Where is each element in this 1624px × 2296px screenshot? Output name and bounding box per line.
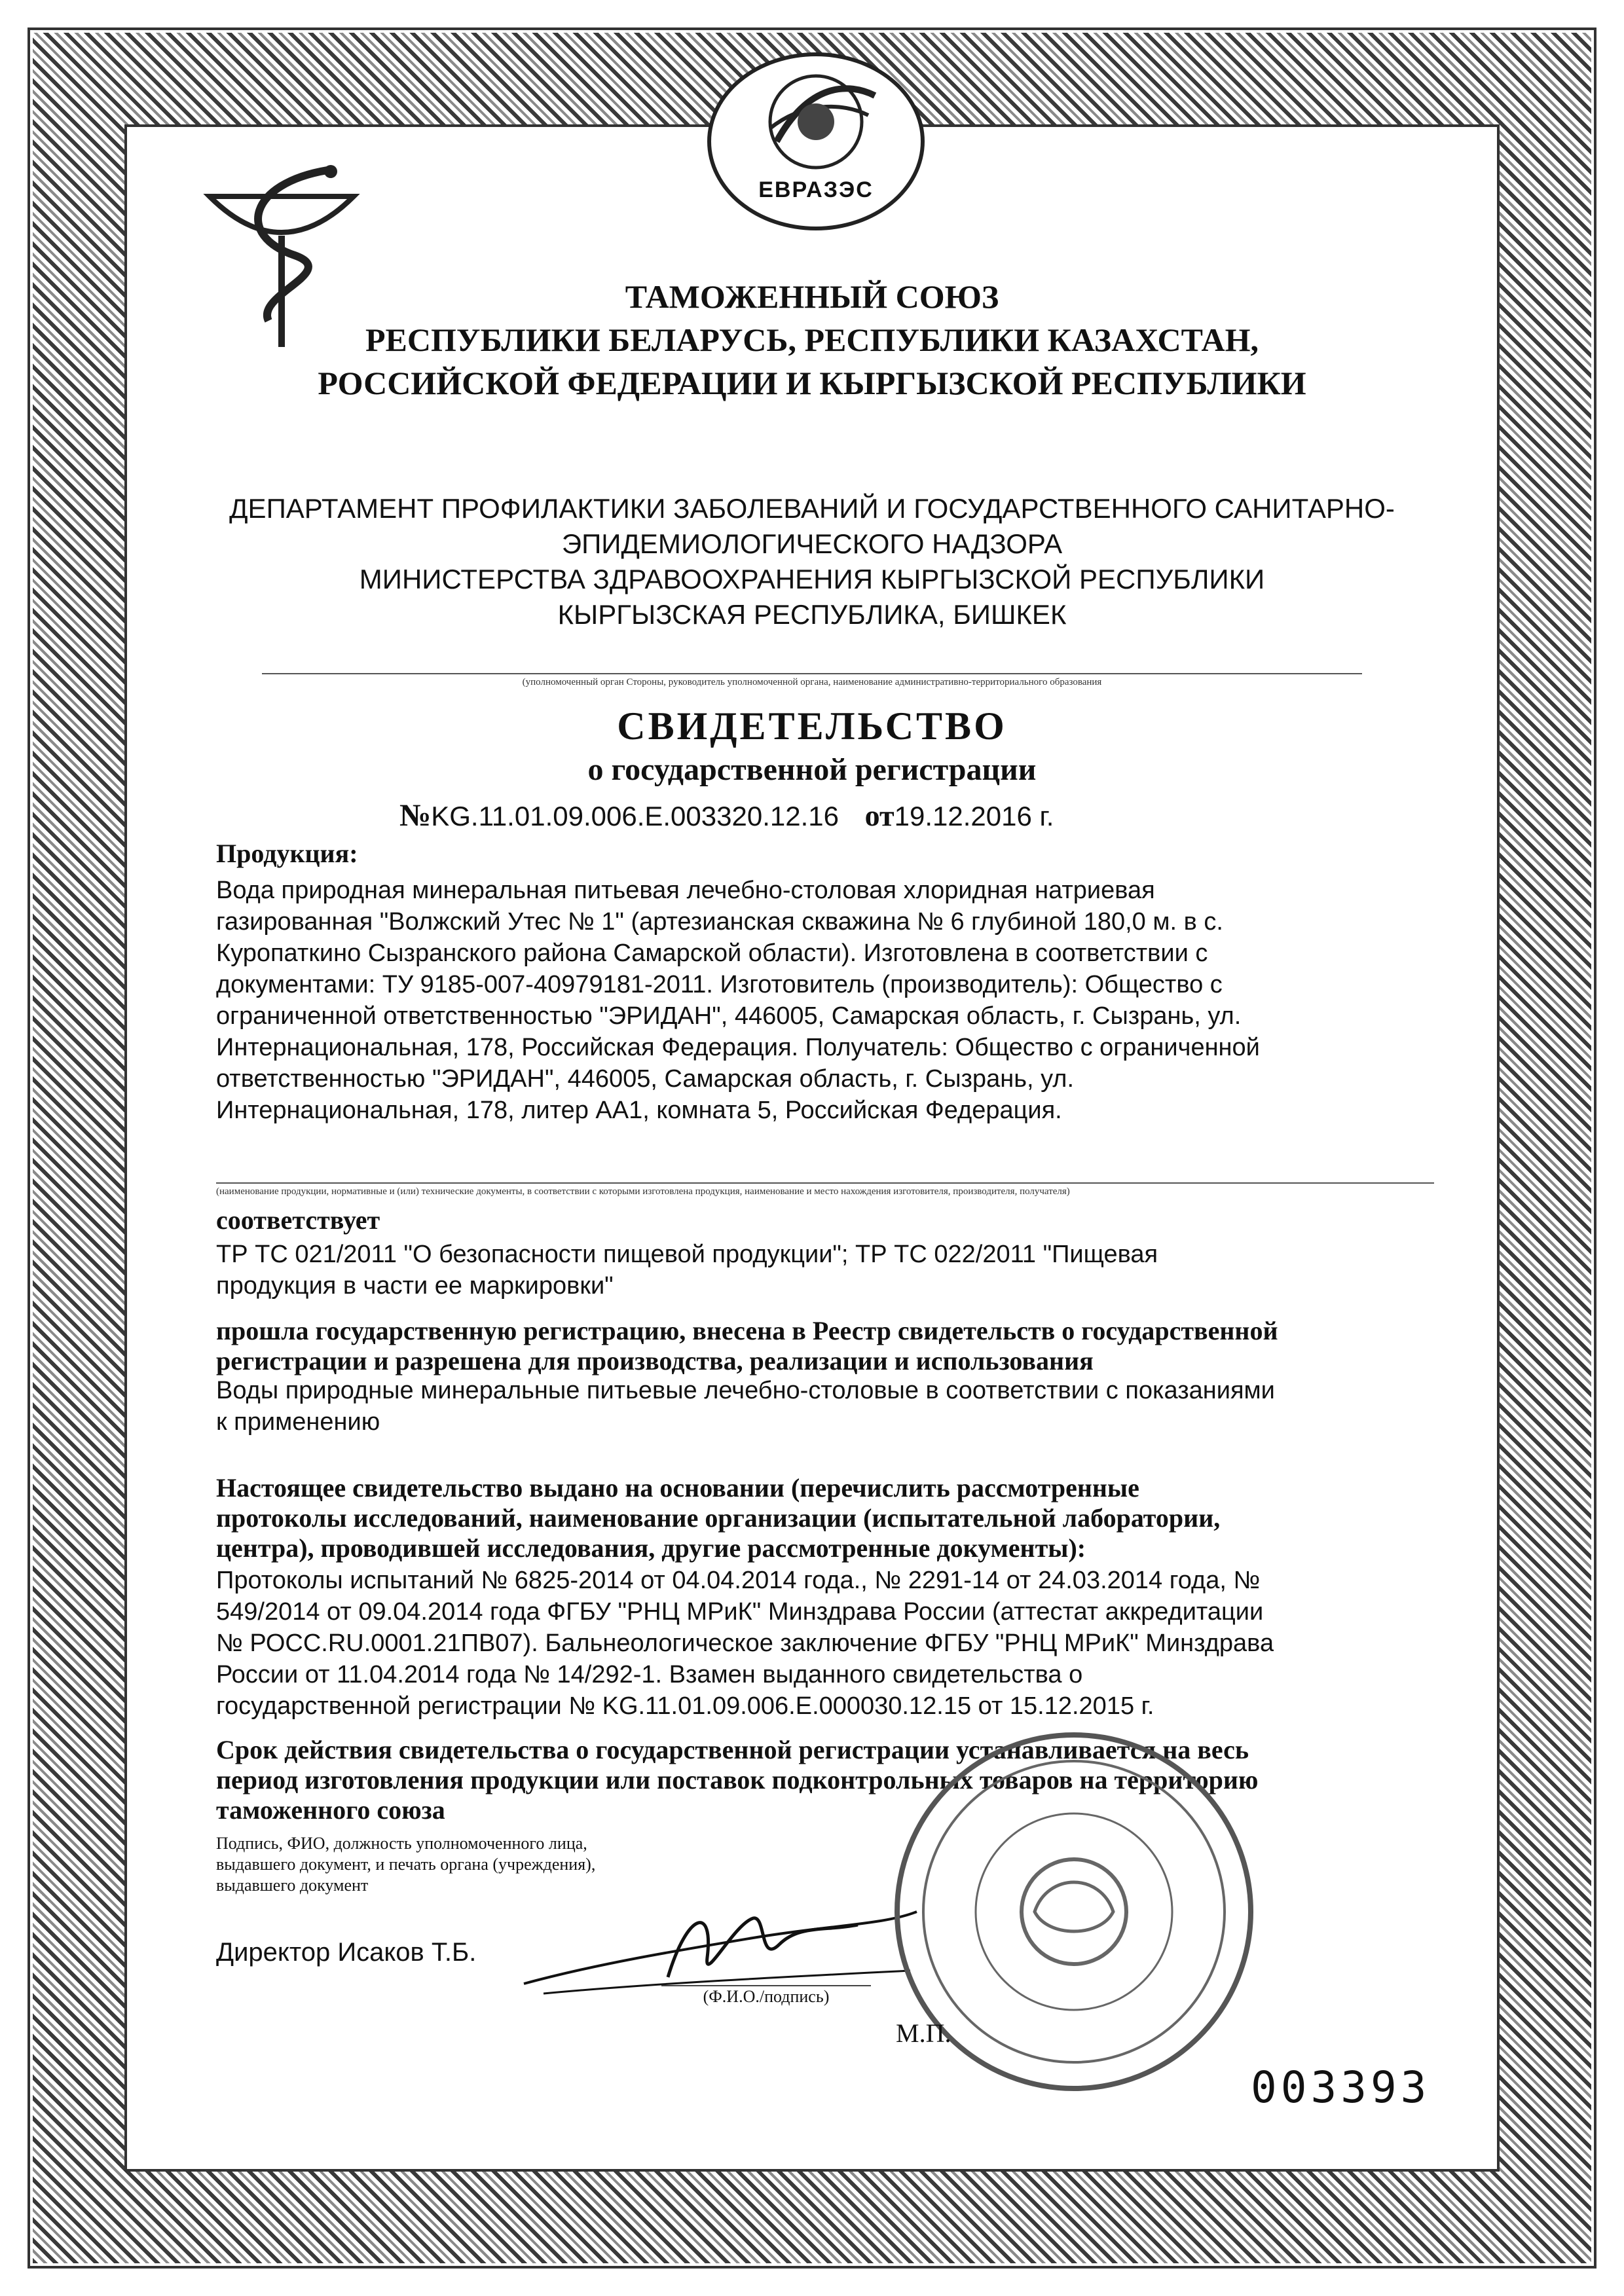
registration-line-1: прошла государственную регистрацию, внесена в Реестр свидетельств о государственной — [216, 1316, 1278, 1345]
product-line-8: Интернациональная, 178, литер АА1, комната 5, Российская Федерация. — [216, 1097, 1062, 1124]
eurasec-emblem — [707, 52, 925, 230]
signature-note-line-3: выдавшего документ — [216, 1876, 369, 1895]
signer-name: Директор Исаков Т.Б. — [216, 1938, 477, 1967]
serial-number: 003393 — [1251, 2062, 1431, 2113]
department-line-1: ДЕПАРТАМЕНТ ПРОФИЛАКТИКИ ЗАБОЛЕВАНИЙ И ГОСУДАРСТВЕННОГО САНИТАРНО- — [229, 493, 1395, 524]
department-line-3: МИНИСТЕРСТВА ЗДРАВООХРАНЕНИЯ КЫРГЫЗСКОЙ РЕСПУБЛИКИ — [359, 564, 1265, 594]
signature-note-line-2: выдавшего документ, и печать органа (учреждения), — [216, 1855, 596, 1874]
product-line-1: Вода природная минеральная питьевая лечебно-столовая хлоридная натриевая — [216, 877, 1155, 904]
product-label: Продукция: — [216, 839, 358, 868]
official-stamp — [877, 1715, 1270, 2108]
number-prefix: № — [399, 798, 432, 833]
compliance-line-1: ТР ТС 021/2011 "О безопасности пищевой продукции"; ТР ТС 022/2011 "Пищевая — [216, 1241, 1158, 1268]
product-line-5: ограниченной ответственностью "ЭРИДАН", 446005, Самарская область, г. Сызрань, ул. — [216, 1002, 1242, 1030]
registration-line-2: регистрации и разрешена для производства, реализации и использования — [216, 1346, 1094, 1376]
date-prefix: от — [864, 799, 895, 832]
validity-line-1: Срок действия свидетельства о государственной регистрации устанавливается на весь — [216, 1735, 1249, 1764]
validity-line-2: период изготовления продукции или поставок подконтрольных товаров на территорию — [216, 1765, 1259, 1795]
department-line-2: ЭПИДЕМИОЛОГИЧЕСКОГО НАДЗОРА — [561, 528, 1063, 559]
department-caption: (уполномоченный орган Стороны, руководитель уполномоченной органа, наименование административно-территориального образования — [262, 673, 1362, 688]
validity-line-3: таможенного союза — [216, 1795, 445, 1825]
compliance-label: соответствует — [216, 1205, 380, 1235]
basis-text-line-2: 549/2014 от 09.04.2014 года ФГБУ "РНЦ МРиК" Минздрава России (аттестат аккредитации — [216, 1598, 1264, 1626]
basis-text-line-4: России от 11.04.2014 года № 14/292-1. Взамен выданного свидетельства о — [216, 1661, 1083, 1688]
compliance-line-2: продукция в части ее маркировки" — [216, 1272, 614, 1300]
product-caption: (наименование продукции, нормативные и (или) технические документы, в соответствии с которыми изготовлена продукция, наименование и место нахождения изготовителя, производителя, получателя) — [216, 1182, 1434, 1197]
certificate-subtitle: о государственной регистрации — [587, 752, 1037, 787]
product-text — [216, 875, 1434, 1126]
certificate-title: СВИДЕТЕЛЬСТВО — [617, 704, 1007, 748]
basis-heading-line-2: протоколы исследований, наименование организации (испытательной лаборатории, — [216, 1503, 1221, 1533]
usage-line-1: Воды природные минеральные питьевые лечебно-столовые в соответствии с показаниями — [216, 1377, 1275, 1404]
globe-icon — [711, 56, 921, 187]
signature-note-line-1: Подпись, ФИО, должность уполномоченного лица, — [216, 1834, 587, 1853]
department-line-4: КЫРГЫЗСКАЯ РЕСПУБЛИКА, БИШКЕК — [557, 599, 1067, 630]
emblem-label: ЕВРАЗЭС — [758, 177, 874, 202]
header-line-1: ТАМОЖЕННЫЙ СОЮЗ — [625, 278, 999, 315]
certificate-number-line — [399, 797, 1251, 833]
header-line-3: РОССИЙСКОЙ ФЕДЕРАЦИИ И КЫРГЫЗСКОЙ РЕСПУБЛИКИ — [318, 365, 1306, 401]
stamp-mark: М.П. — [896, 2018, 951, 2048]
product-line-7: ответственностью "ЭРИДАН", 446005, Самарская область, г. Сызрань, ул. — [216, 1065, 1074, 1093]
basis-text-line-1: Протоколы испытаний № 6825-2014 от 04.04.2014 года., № 2291-14 от 24.03.2014 года, № — [216, 1567, 1261, 1594]
usage-line-2: к применению — [216, 1408, 380, 1436]
basis-heading-line-3: центра), проводившей исследования, другие рассмотренные документы): — [216, 1533, 1086, 1563]
signature-caption: (Ф.И.О./подпись) — [661, 1985, 871, 2007]
certificate-number: KG.11.01.09.006.Е.003320.12.16 — [431, 801, 839, 831]
product-line-6: Интернациональная, 178, Российская Федерация. Получатель: Общество с ограниченной — [216, 1034, 1260, 1061]
product-line-4: документами: ТУ 9185-007-40979181-2011. Изготовитель (производитель): Общество с — [216, 971, 1223, 998]
product-line-3: Куропаткино Сызранского района Самарской области). Изготовлена в соответствии с — [216, 939, 1208, 967]
basis-text-line-5: государственной регистрации № KG.11.01.09.006.Е.000030.12.15 от 15.12.2015 г. — [216, 1692, 1154, 1720]
header-line-2: РЕСПУБЛИКИ БЕЛАРУСЬ, РЕСПУБЛИКИ КАЗАХСТАН, — [365, 321, 1259, 358]
basis-text-line-3: № РОСС.RU.0001.21ПВ07). Бальнеологическое заключение ФГБУ "РНЦ МРиК" Минздрава — [216, 1630, 1274, 1657]
product-line-2: газированная "Волжский Утес № 1" (артезианская скважина № 6 глубиной 180,0 м. в с. — [216, 908, 1223, 936]
certificate-date: 19.12.2016 г. — [894, 801, 1054, 831]
basis-heading-line-1: Настоящее свидетельство выдано на основании (перечислить рассмотренные — [216, 1473, 1139, 1503]
